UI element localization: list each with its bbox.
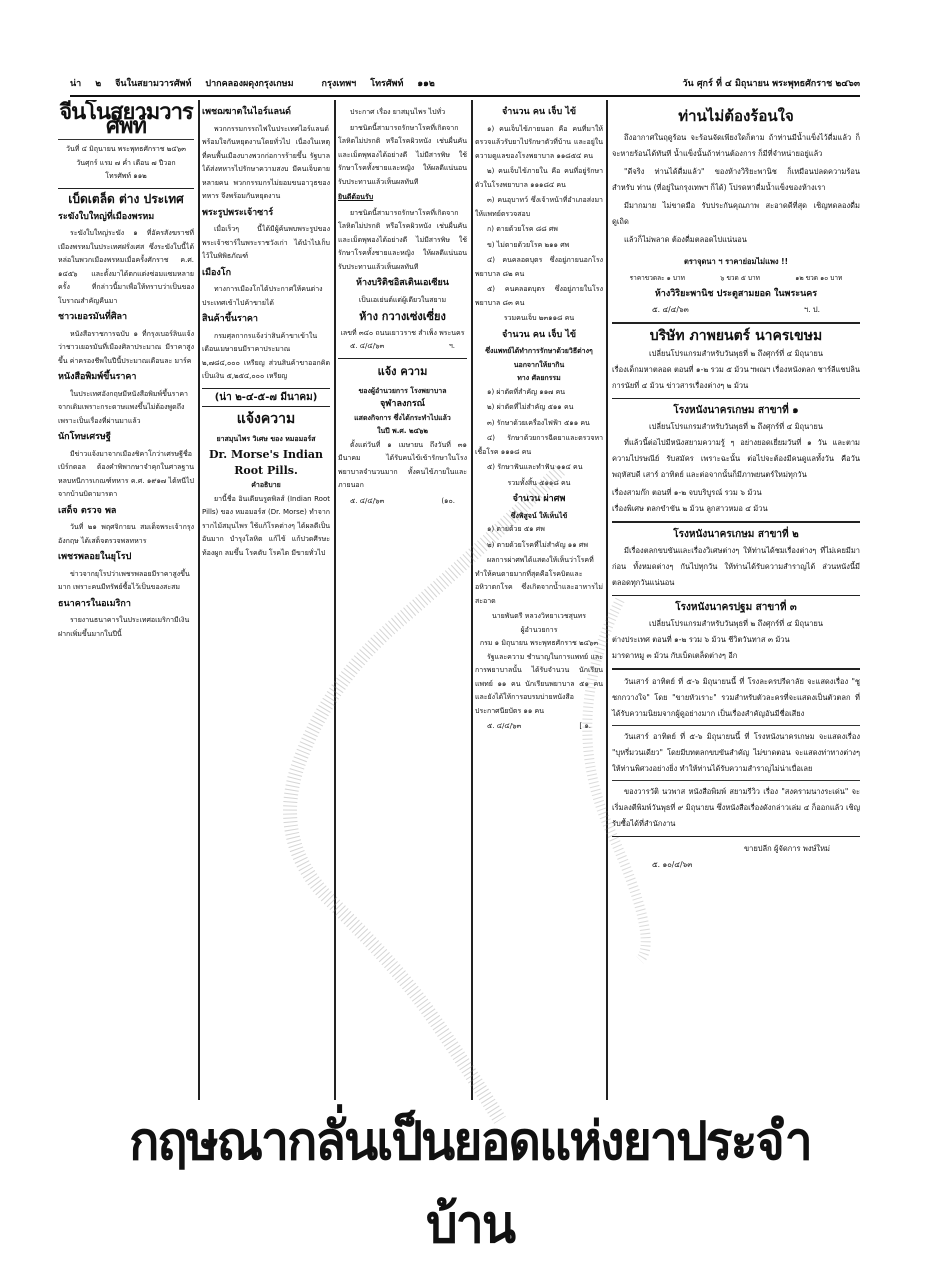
ad-line: แสดงกิจการ ซึ่งได้กระทำไปแล้ว [354, 413, 451, 422]
cinema-line: เรื่องเด็กมหาตลอด ตอนที่ ๑-๒ รวม ๕ ม้วน ฯพณฯ เรื่องหนังตลก ชาร์ลีแชปลิน [612, 364, 860, 374]
branch-title: โรงหนังนาครปฐม สาขาที่ ๓ [675, 602, 797, 613]
section-subtitle: ซึ่งพิสูจน์ ให้เห็นไข้ [510, 511, 568, 520]
announcement: ของวารวัติ นวพาส หนังสือพิมพ์ สยามรีวิว เรื่อง "สงครามนางระเด่น" จะเริ่มลงตีพิมพ์วันพุธที่ ๙ มิถุนายน ซึ่งหนังสือเรื่องดังกล่าวเล่ม ๔ ก็ออกแล้ว เชิญรับซื้อได้ที่สำนักงาน [612, 786, 860, 828]
divider [612, 668, 860, 670]
shop-name: ห้างวิริยะพานิช ประตูสามยอด ในพระนคร [654, 289, 818, 299]
announcement: วันเสาร์ อาทิตย์ ที่ ๕-๖ มิถุนายนนี้ ที่ โรงหนังนาครเกษม จะแสดงเรื่อง "บุหรี่มวนเดียว" โดยมีบทตลกขบขันสำคัญ ไม่ขาดตอน จะแสดงท่าทางต่างๆ ให้ท่านพิศวงอย่างยิ่ง ทำให้ท่านได้รับความสำราญไม่น่าเบื่อเลย [612, 731, 860, 773]
section-total: รวมทั้งสิ้น ๕๑๑๘ คน [507, 478, 571, 487]
divider [58, 188, 194, 190]
list-item: ๕) รักษาฟันและทำฟัน ๑๑๔ คน [487, 463, 583, 471]
column-divider [606, 100, 608, 1100]
section-heading: ทาง ศัลยกรรม [517, 374, 561, 382]
divider [612, 780, 860, 781]
article-body: มีข่าวแจ้งมาจากเมืองชิคาโกว่าเศรษฐีชื่อเบิร์กดอล ต้องคำพิพากษาจำคุกในศาลฐานหลบหนีการเกณฑ์ทหาร ค.ศ. ๑๙๑๗ ได้หนีไปจากบ้านบิดามารดา [58, 449, 194, 498]
list-item: ก) ตายด้วยโรค ๘๘ ศพ [487, 225, 558, 233]
branch-line: เรื่องสามก๊ก ตอนที่ ๑-๒ จบบริบูรณ์ รวม ๖ ม้วน [612, 488, 762, 497]
bottom-text: รัฐและความ ชำนาญในการแพทย์ และการพยาบาลนั้น ได้รับจำนวน นักเรียนแพทย์ ๑๑ คน นักเรียนพยาบาล ๕๑ คน และยังได้ให้การอบรมบ่ายหนังสือ ประกาศนียบัตร ๑๑ คน [475, 652, 603, 715]
price-title: ตราจุดนา ฯ ราคาย่อมไม่แพง !! [683, 257, 789, 266]
column-4 [475, 100, 603, 1100]
branch-subtitle: เปลี่ยนโปรแกรมสำหรับวันพุธที่ ๒ ถึงศุกร์ที่ ๔ มิถุนายน [649, 619, 823, 628]
page-header [70, 74, 860, 92]
bottom-banner-ad: กฤษณากลั่นเป็นยอดแห่งยาประจำบ้าน [129, 1110, 811, 1255]
article-body: ในประเทศอังกฤษมีหนังสือพิมพ์ขึ้นราคาจากเดิมเพราะกระดาษแพงขึ้นไม่ต้องพูดถึงเพราะเป็นเรื่องที่ผ่านมาแล้ว [58, 389, 188, 425]
article-title: สินค้าขึ้นราคา [202, 314, 258, 324]
section-footer: กรม ๑ มิถุนายน พระพุทธศักราช ๒๔๖๓ [479, 639, 599, 647]
list-item: ๕) คนคลอดบุตร ซึ่งอยู่ภายในโรงพยาบาล ๘๓ คน [475, 285, 603, 307]
telephone-number: ๑๑๒ [417, 79, 435, 89]
paper-name: จีนในสยามวารศัพท์ [115, 79, 192, 89]
divider [612, 398, 860, 400]
article-title: เสด็จ ตรวจ พล [58, 505, 117, 516]
column-3 [338, 100, 467, 1100]
masthead: จีนโนสยามวารศัพท์ [59, 100, 193, 139]
company-subtitle: เป็นเอเย่นต์แต่ผู้เดียวในสยาม [358, 295, 447, 304]
price-list: ราคาขวดละ ๑ บาท ๖ ขวด ๕ บาท ๑๒ ขวด ๑๐ บาท [629, 274, 843, 282]
list-item: ๑) ผ่าตัดที่สำคัญ ๑๑๗ คน [487, 387, 566, 396]
column-divider [471, 100, 473, 1100]
article-body: ข่าวจากยุโรปว่าเพชรพลอยมีราคาสูงขึ้นมาก เพราะคนมีทรัพย์ซื้อไว้เป็นของสะสม [58, 569, 190, 591]
article-body: เมื่อเร็วๆ นี้ได้มีผู้ค้นพบพระรูปของพระเจ้าซาร์ในพระราชวังเก่า ได้นำไปเก็บไว้ในพิพิธภัณฑ์ [202, 225, 330, 260]
divider [612, 836, 860, 838]
body-text: ยาชนิดนี้สามารถรักษาโรคที่เกิดจากโลหิตไม่ปรกติ หรือโรคผิวหนัง เช่นผื่นคันและเม็ดพุพองได้อย่างดี ไม่มีสารพิษ ใช้รักษาโรคทั้งชายและหญิง ให้ผลดีแน่นอน รับประทานแล้วเห็นผลทันที [338, 123, 467, 186]
ad-subtitle: ยาสมุนไพร วิเศษ ของ หมอมอร์ส [216, 434, 316, 443]
article-body: พวกกรรมกรรถไฟในประเทศไอร์แลนด์พร้อมใจกันหยุดงานโดยทั่วไป เนื่องในเหตุที่คนพื้นเมืองบางพวกก่อการร้ายขึ้น รัฐบาลได้ส่งทหารไปรักษาความสงบ มีคนเจ็บตายหลายคน พวกกรรมกรไม่ยอมขนอาวุธของทหาร จึงพร้อมกันหยุดงาน [202, 124, 330, 200]
article-title: ชาวเยอรมันที่ศิลา [58, 312, 128, 322]
cinema-subtitle: เปลี่ยนโปรแกรมสำหรับวันพุธที่ ๒ ถึงศุกร์ที่ ๔ มิถุนายน [649, 348, 823, 358]
section-title: จำนวน คน เจ็บ ไข้ [502, 107, 576, 117]
date-line: วัน ศุกร์ ที่ ๔ มิถุนายน พระพุทธศักราช ๒๔๖๓ [682, 79, 860, 89]
signature: นายพันตรี หลวงวิทยาเวชสุนทร [491, 612, 587, 620]
ad-paragraph: "ดีจริง ท่านได้ดื่มแล้ว" ของห้างวิริยะพานิช ก็เหมือนปลดความร้อน สำหรับ ท่าน (ที่อยู่ในกรุงเทพฯ ก็ได้) โปรดหาดื่มน้ำแข็งของห้างเรา [612, 167, 860, 192]
list-item: ๓) รักษาด้วยเครื่องไฟฟ้า ๕๑๑ คน [487, 418, 590, 427]
divider [612, 322, 860, 324]
ad-paragraph: แล้วก็ไม่พลาด ต้องดื่มตลอดไปแน่นอน [624, 235, 747, 244]
article-body: วันที่ ๒๑ พฤศจิกายน สมเด็จพระเจ้ากรุงอังกฤษ ได้เสด็จตรวจพลทหาร [58, 523, 194, 545]
ad-line: จุฬาลงกรณ์ [379, 399, 426, 409]
ad-body: ยานี้ชื่อ อินเดียนรูตพิลส์ (Indian Root Pills) ของ หมอมอร์ส (Dr. Morse) ทำจากรากไม้สมุนไพร ใช้แก้โรคต่างๆ ได้ผลดีเป็นอันมาก บำรุงโลหิต แก้ไข้ แก้ปวดศีรษะ ท้องผูก ลมขึ้น โรคตับ โรคไต มีขายทั่วไป [202, 494, 330, 557]
signature-role: ผู้อำนวยการ [520, 625, 558, 634]
article-title: หนังสือพิมพ์ขึ้นราคา [58, 372, 137, 382]
section-body: ผลการผ่าศพได้แสดงให้เห็นว่าโรคที่ทำให้คนตายมากที่สุดคือโรคบิดและอหิวาตกโรค ซึ่งเกิดจากน้ำและอาหารไม่สะอาด [475, 556, 603, 605]
announcement: วันเสาร์ อาทิตย์ ที่ ๕-๖ มิถุนายนนี้ ที่ โรงละครปรีดาลัย จะแสดงเรื่อง "ชูชกกวางใจ" โดย "ขายหัวเราะ" รวมสำหรับตัวละครที่จะแสดงเป็นตัวตลก ที่ได้รับความนิยมจากผู้ดูอย่างมาก เป็นเรื่องสำคัญอันมีชื่อเสียง [612, 676, 860, 718]
headline: ท่านไม่ต้องร้อนใจ [678, 107, 794, 125]
branch-title: โรงหนังนาครเกษม สาขาที่ ๒ [673, 528, 799, 540]
page-number: ๒ [95, 79, 102, 89]
featured-phrase: ยินดีต้อนรับ [338, 193, 374, 201]
branch-body: ที่แล้วนี้ต่อไปมีหนังสยามความรู้ ๆ อย่างยอดเยี่ยมวันที่ ๑ วัน และตามความไปรษณีย์ รับสมัคร เพราะฉะนั้น ต่อไปจะต้องมีคนดูแลทั้งวัน คือวันพฤหัสบดี เสาร์ อาทิตย์ และต่อจากนั้นก็มีภาพยนตร์ใหม่ทุกวัน [612, 438, 860, 479]
date-note: ๕. ๔/๔/๖๓ [487, 722, 522, 730]
list-item: ๑) ตายด้วย ๕๑ ศพ [487, 525, 545, 533]
branch-body: มีเรื่องตลกขบขันและเรื่องวิเศษต่างๆ ให้ท่านได้ชมเรื่องต่างๆ ที่ไม่เคยมีมาก่อน ทั้งหมดต่างๆ กันไปทุกวัน ให้ท่านได้รับความสำราญได้ ส่วนหนังนี้มีตลอดทุกวันแน่นอน [612, 545, 860, 587]
branch-line: ต่างประเทศ ตอนที่ ๑-๒ รวม ๖ ม้วน ชีวิตวันทาส ๓ ม้วน [612, 635, 790, 644]
list-item: ข) ไม่ตายด้วยโรค ๒๑๑ ศพ [487, 240, 570, 249]
list-item: ๔) รักษาด้วยการฉีดยาและตรวจหาเชื้อโรค ๑๑๑๘ คน [475, 434, 603, 456]
signature: ขายปลีก ผู้จัดการ พงษ์ใหม่ [744, 844, 830, 853]
ad-english-line-1: Dr. Morse's Indian [208, 448, 323, 461]
masthead-lunar-date: วันศุกร์ แรม ๗ ค่ำ เดือน ๗ ปีวอก [76, 158, 176, 167]
divider [58, 139, 194, 140]
ad-line: ของผู้อำนวยการ โรงพยาบาล [358, 386, 447, 395]
list-item: ๔) คนคลอดบุตร ซึ่งอยู่ภายนอกโรงพยาบาล ๘๒ คน [475, 256, 603, 278]
section-title: เบ็ดเตล็ด ต่าง ประเทศ [68, 192, 184, 206]
article-body: กรมศุลกากรแจ้งว่าสินค้าขาเข้าในเดือนเมษายนมีราคาประมาณ ๒,๗๘๔,๐๐๐ เหรียญ ส่วนสินค้าขาออกคิดเป็นเงิน ๕,๒๕๔,๐๐๐ เหรียญ [202, 331, 330, 380]
divider [338, 358, 467, 360]
article-body: ทางการเมืองโกได้ประกาศให้คนต่างประเทศเข้าไปค้าขายได้ [202, 285, 323, 307]
branch-title: โรงหนังนาครเกษม สาขาที่ ๑ [673, 405, 799, 416]
column-divider [198, 100, 200, 1100]
note-mark: (๑๐. [441, 496, 455, 505]
article-title: ระฆังใบใหญ่ที่เมืองพรหม [58, 211, 155, 222]
article-body: รายงานธนาคารในประเทศอเมริกามีเงินฝากเพิ่มขึ้นมากในปีนี้ [58, 616, 190, 638]
article-title: เมืองโก [202, 267, 232, 278]
list-item: ๓) คนอุบาทว์ ซึ่งเจ้าหน้าที่อำเภอส่งมาให้แพทย์ตรวจสอบ [475, 196, 603, 218]
notice-box: (น่า ๒-๔-๕-๗ มีนาคม) [202, 388, 330, 408]
article-title: เพชฌฆาตในไอร์แลนด์ [202, 107, 292, 117]
ad-english-line-2: Root Pills. [234, 463, 298, 477]
city: กรุงเทพฯ [321, 79, 357, 89]
ad-paragraph: มีมากมาย ไม่ขาดมือ รับประกันคุณภาพ สะอาดดีที่สุด เชิญทดลองดื่มดูเถิด [612, 201, 860, 226]
branch-subtitle: เปลี่ยนโปรแกรมสำหรับวันพุธที่ ๒ ถึงศุกร์ที่ ๔ มิถุนายน [649, 422, 823, 431]
column-2 [202, 100, 330, 1100]
right-area [612, 100, 860, 873]
section-subtitle: ซึ่งแพทย์ได้ทำการรักษาด้วยวิธีต่างๆ นอกจากให้ยากิน [485, 347, 593, 369]
company-title: ห้างบริติชอิสเตินเอเซียน [356, 278, 449, 288]
cinema-line: การนัยที่ ๔ ม้วน ข่าวสารเรื่องต่างๆ ๒ ม้วน [612, 380, 749, 390]
ad-paragraph: ถึงอากาศในฤดูร้อน จะร้อนจัดเพียงใดก็ตาม ถ้าท่านมีน้ำแข็งไว้ดื่มแล้ว ก็จะหายร้อนได้ทันที น้ำแข็งนั้นถ้าท่านต้องการ ก็มีที่จำหน่ายอยู่แล้ว [612, 133, 860, 158]
article-title: พระรูปพระเจ้าซาร์ [202, 207, 274, 218]
telephone-label: โทรศัพท์ [370, 79, 404, 89]
date-note: ๕. ๔/๔/๖๓ [350, 496, 385, 505]
body-text: ยาชนิดนี้สามารถรักษาโรคที่เกิดจากโลหิตไม่ปรกติ หรือโรคผิวหนัง เช่นผื่นคันและเม็ดพุพองได้อย่างดี ไม่มีสารพิษ ใช้รักษาโรคทั้งชายและหญิง ให้ผลดีแน่นอน รับประทานแล้วเห็นผลทันที [338, 208, 467, 271]
ad-heading: คำอธิบาย [251, 481, 281, 489]
article-title: ธนาคารในอเมริกา [58, 598, 131, 609]
section-title: จำนวน คน เจ็บ ไข้ [502, 329, 576, 340]
section-title: จำนวน ผ่าศพ [512, 494, 566, 504]
ad-body: ตั้งแต่วันที่ ๑ เมษายน ถึงวันที่ ๓๑ มีนาคม ได้รับคนไข้เข้ารักษาในโรงพยาบาลจำนวนมาก ทั้งคนไข้ภายในและภายนอก [338, 440, 467, 489]
masthead-date: วันที่ ๔ มิถุนายน พระพุทธศักราช ๒๔๖๓ [66, 145, 186, 153]
date-note: ๕. ๔/๔/๖๓ [350, 342, 385, 350]
list-item: ๒) ตายด้วยโรคที่ไม่สำคัญ ๑๑ ศพ [487, 540, 588, 549]
list-item: ๒) ผ่าตัดที่ไม่สำคัญ ๕๑๑ คน [487, 403, 574, 411]
page-label: น่า [70, 79, 82, 89]
footer-date: ๕. ๑๐/๔/๖๓ [652, 860, 693, 869]
company-title: ห้าง กวางเซ่งเซี่ยง [359, 310, 446, 323]
divider [612, 521, 860, 523]
list-item: ๒) คนเจ็บไข้ภายใน คือ คนที่อยู่รักษาตัวในโรงพยาบาล ๑๑๑๘๔ คน [475, 167, 603, 189]
office-address: ปากคลองผดุงกรุงเกษม [205, 79, 294, 89]
total-row: รวมคนเจ็บ ๒๓๑๑๘ คน [503, 314, 575, 322]
divider [612, 595, 860, 597]
ad-line: ในปี พ.ศ. ๒๔๖๒ [377, 427, 428, 435]
ad-title: แจ้ง ความ [377, 365, 428, 378]
branch-line: เรื่องพิเศษ ตลกขำขัน ๒ ม้วน ลูกสาวหมอ ๔ ม้วน [612, 504, 768, 513]
ad-title: แจ้งความ [236, 411, 296, 427]
article-title: นักโทษเศรษฐี [58, 432, 111, 442]
intro-text: ประกาศ เรื่อง ยาสมุนไพร ไปทั่ว [350, 108, 446, 116]
column-1 [58, 100, 194, 1100]
divider [612, 725, 860, 726]
branch-line: มารดาหมู ๓ ม้วน กับเบ็ดเตล็ดต่างๆ อีก [612, 651, 738, 660]
date-note: ๕. ๔/๔/๖๓ [652, 305, 689, 314]
note-mark: ฯ. ป. [803, 305, 820, 314]
note-mark: ฯ. [448, 342, 455, 350]
note-mark: [ ๑. [579, 722, 591, 730]
company-subtitle: เลขที่ ๓๔๐ ถนนเยาวราช สำเพ็ง พระนคร [340, 328, 465, 337]
cinema-title: บริษัท ภาพยนตร์ นาครเขษม [649, 327, 823, 344]
list-item: ๑) คนเจ็บไข้ภายนอก คือ คนที่มาให้ตรวจแล้วรับยาไปรักษาตัวที่บ้าน และอยู่ในความดูแลของโรงพยาบาล ๑๑๘๕๔ คน [475, 124, 603, 160]
article-body: หนังสือราชการฉบับ ๑ ที่กรุงเบอร์ลินแจ้งว่าชาวเยอรมันที่เมืองศิลาประมาณ มีราคาสูงขึ้น ค่าครองชีพในปีนี้ประมาณเดือนละ มาร์ค [58, 329, 194, 365]
article-body: ระฆังใบใหญ่ระฆัง ๑ ที่อัครสังฆราชที่เมืองพรหมในประเทศฝรั่งเศส ซึ่งระฆังใบนี้ได้หล่อในพวกเมืองพรหมเมื่อครั้งศักราช ค.ศ. ๑๔๕๖ และตั้งมาได้ตกแต่งซ่อมแซมหลายครั้ง ที่กล่าวนี้มาเพื่อให้ทราบว่าเป็นของโบราณสำคัญคืนมา [58, 229, 194, 305]
masthead-phone: โทรศัพท์ ๑๑๒ [105, 172, 147, 180]
header-rule [70, 95, 860, 97]
article-title: เพชรพลอยในยุโรป [58, 552, 132, 562]
column-divider [334, 100, 336, 1100]
